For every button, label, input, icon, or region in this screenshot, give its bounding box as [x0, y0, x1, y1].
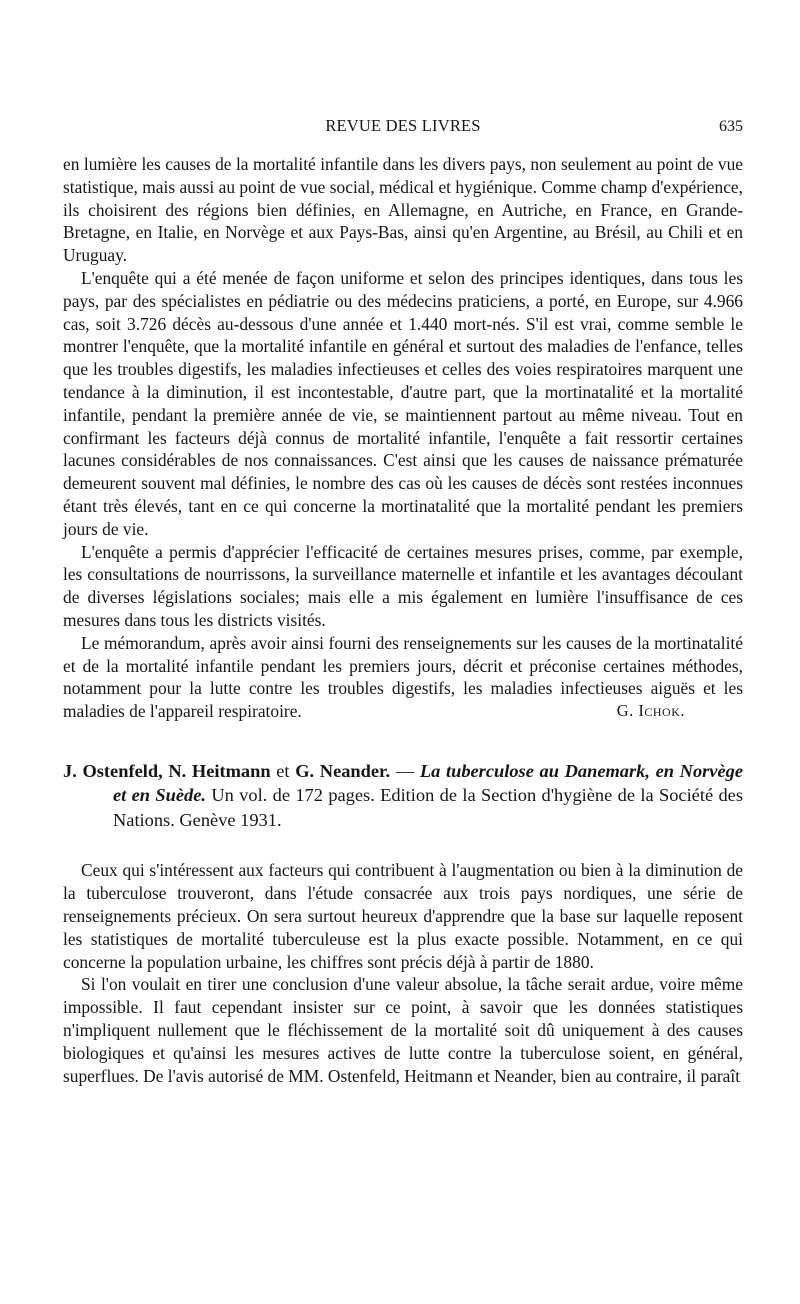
review-tuberculose — [63, 859, 743, 1087]
reviewer-signature: G. Ichok. — [616, 701, 685, 721]
paragraph: Ceux qui s'intéressent aux facteurs qui contribuent à l'augmentation ou bien à la diminution de la tuberculose trouveront, dans l'étude consacrée aux trois pays nordiques, une série de renseignements précieux. On sera surtout heureux d'apprendre que la base sur laquelle reposent les statistiques de mortalité tuberculeuse est la plus exacte possible. Notamment, en ce qui concerne la population urbaine, les chiffres sont précis déjà à partir de 1880. — [63, 860, 743, 972]
paragraph: Le mémorandum, après avoir ainsi fourni des renseignements sur les causes de la mortinatalité et de la mortalité infantile pendant les premiers jours, décrit et préconise certaines méthodes, notamment pour la lutte contre les troubles digestifs, les maladies infectieuses aiguës et les maladies de l'appareil respiratoire. — [63, 632, 743, 722]
review-heading — [63, 759, 743, 833]
paragraph: Si l'on voulait en tirer une conclusion d'une valeur absolue, la tâche serait ardue, voire même impossible. Il faut cependant insister sur ce point, à savoir que les données statistiques n'impliquent nullement que le fléchissement de la mortalité soit dû uniquement à des causes biologiques et qu'ainsi les mesures actives de lutte contre la tuberculose soient, en général, superflues. De l'avis autorisé de MM. Ostenfeld, Heitmann et Neander, bien au contraire, il paraît — [63, 974, 743, 1086]
em-dash: — — [395, 760, 415, 781]
conjunction: et — [276, 760, 290, 781]
paragraph: L'enquête qui a été menée de façon uniforme et selon des principes identiques, dans tous les pays, par des spécialistes en pédiatrie ou des médecins praticiens, a porté, en Europe, sur 4.966 cas, soit 3.726 décès au-dessous d'une année et 1.440 mort-nés. S'il est vrai, comme semble le montrer l'enquête, que la mortalité infantile en général et surtout des maladies de l'enfance, telles que les troubles digestifs, les maladies infectieuses et celles des voies respiratoires marquent une tendance à la diminution, il est incontestable, d'autre part, que la mortinatalité et la mortalité infantile, pendant la première année de vie, se maintiennent partout au même niveau. Tout en confirmant les facteurs déjà connus de mortalité infantile, l'enquête a fait ressortir certaines lacunes considérables de nos connaissances. C'est ainsi que les causes de naissance prématurée demeurent souvent mal définies, le nombre des cas où les causes de décès sont restées inconnues étant très élevés, tant en ce qui concerne la mortinatalité que la mortalité pendant les premiers jours de vie. — [63, 267, 743, 539]
page-number: 635 — [719, 118, 743, 135]
author-neander: G. Neander. — [295, 760, 391, 781]
authors: J. Ostenfeld, N. Heitmann — [63, 760, 271, 781]
book-details: Un vol. de 172 pages. Edition de la Section d'hygiène de la Société des Nations. Genève 1931. — [113, 785, 743, 830]
paragraph: L'enquête a permis d'apprécier l'efficacité de certaines mesures prises, comme, par exemple, les consultations de nourrissons, la surveillance maternelle et infantile et les avantages découlant de diverses législations sociales; mais elle a mis également en lumière l'insuffisance de ces mesures dans tous les districts visités. — [63, 541, 743, 630]
review-mortalite-infantile — [63, 153, 743, 723]
running-header-title: REVUE DES LIVRES — [325, 116, 481, 135]
running-header — [63, 116, 743, 144]
paragraph: en lumière les causes de la mortalité infantile dans les divers pays, non seulement au point de vue statistique, mais aussi au point de vue social, médical et hygiénique. Comme champ d'expérience, ils choisirent des régions bien définies, en Allemagne, en Autriche, en France, en Grande-Bretagne, en Italie, en Norvège et aux Pays-Bas, ainsi qu'en Argentine, au Brésil, au Chili et en Uruguay. — [63, 154, 743, 266]
book-title: La tuberculose au Danemark, en Norvège et en Suède. — [113, 760, 743, 806]
book-page — [63, 116, 743, 1087]
